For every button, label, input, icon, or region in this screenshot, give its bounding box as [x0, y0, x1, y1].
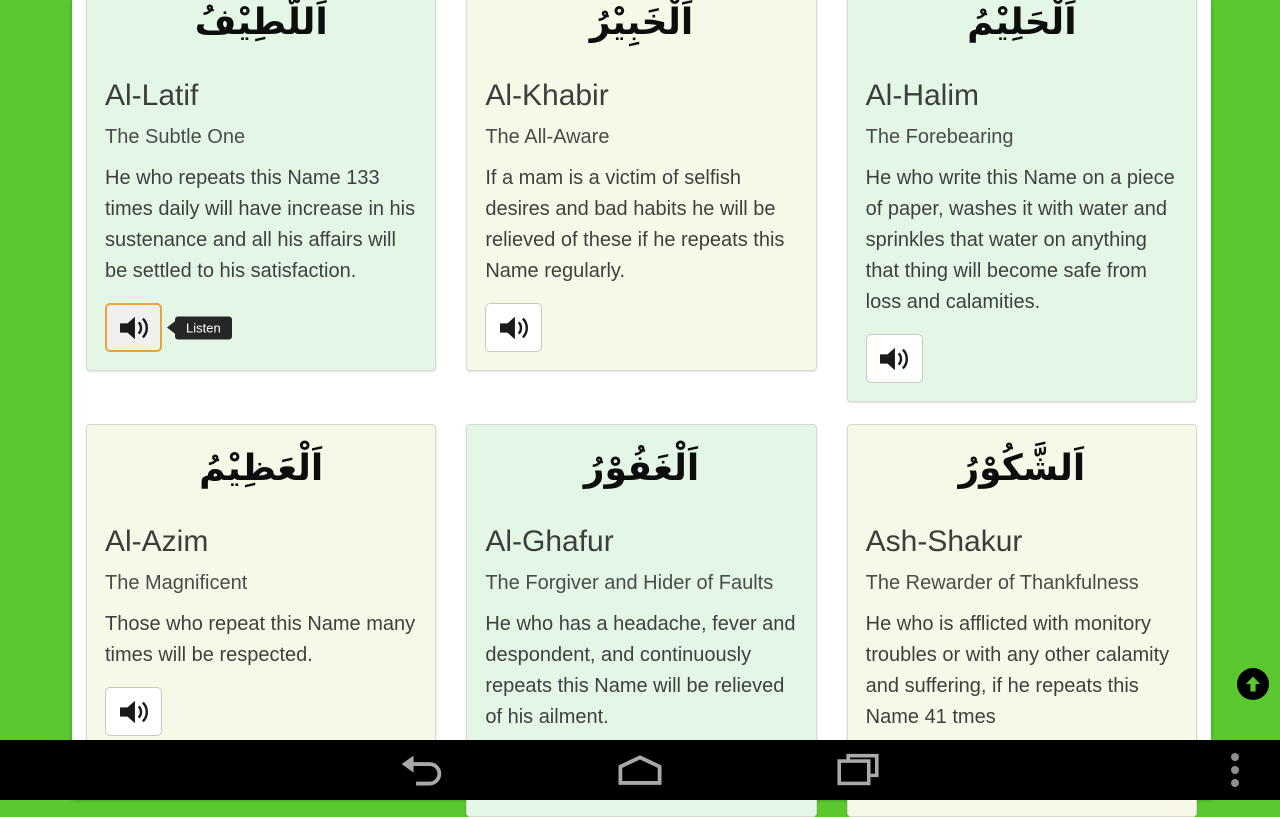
name-title: Al-Ghafur: [485, 525, 614, 558]
arabic-calligraphy: اَلْغَفُوْرُ: [583, 448, 700, 489]
name-title: Al-Azim: [105, 525, 209, 558]
arabic-calligraphy: اَلشَّكُوْرُ: [958, 448, 1086, 489]
name-card-al-azim: [86, 424, 436, 755]
content-panel: [72, 0, 1211, 800]
android-navigation-bar: [0, 740, 1280, 800]
listen-row: [485, 303, 797, 352]
home-button[interactable]: [617, 747, 663, 793]
arabic-calligraphy: اَللَّطِيْفُ: [194, 2, 328, 43]
scroll-to-top-button[interactable]: [1237, 668, 1269, 700]
names-card-grid: [72, 0, 1211, 817]
listen-button[interactable]: [105, 687, 162, 736]
name-card-al-khabir: [466, 0, 816, 371]
name-meaning: The All-Aware: [485, 126, 610, 148]
overflow-menu-icon: [1231, 779, 1239, 787]
name-description: If a mam is a victim of selfish desires and bad habits he will be relieved of these if he repeats this Name regularly.: [485, 167, 785, 282]
listen-button[interactable]: [105, 303, 162, 352]
home-icon: [618, 755, 662, 785]
arrow-up-icon: [1241, 672, 1265, 696]
speaker-icon: [498, 314, 530, 342]
listen-tooltip-label: Listen: [186, 320, 221, 335]
name-meaning: The Magnificent: [105, 572, 248, 594]
name-title: Al-Khabir: [485, 79, 609, 112]
overflow-menu-icon: [1231, 766, 1239, 774]
name-meaning: The Forgiver and Hider of Faults: [485, 572, 774, 594]
overflow-menu-button[interactable]: [1211, 740, 1259, 800]
listen-tooltip: [175, 316, 232, 339]
tooltip-arrow: [167, 321, 176, 335]
name-description: He who has a headache, fever and despondent, and continuously repeats this Name will be relieved of his ailment.: [485, 613, 796, 728]
navbar-center-buttons: [399, 747, 881, 793]
listen-row: [866, 334, 1178, 383]
speaker-icon: [118, 314, 150, 342]
name-title: Ash-Shakur: [865, 525, 1023, 558]
recents-icon: [837, 753, 879, 787]
listen-button[interactable]: [866, 334, 923, 383]
back-icon: [400, 750, 444, 790]
name-meaning: The Forebearing: [865, 126, 1014, 148]
name-title: Al-Halim: [865, 79, 979, 112]
speaker-icon: [878, 345, 910, 373]
name-description: He who write this Name on a piece of paper, washes it with water and sprinkles that water on anything that thing will become safe from loss and calamities.: [865, 167, 1175, 313]
arabic-calligraphy: اَلْحَلِيْمُ: [967, 2, 1077, 43]
arabic-calligraphy: اَلْعَظِيْمُ: [199, 448, 324, 489]
listen-button[interactable]: [485, 303, 542, 352]
name-description: He who is afflicted with monitory troubles or with any other calamity and suffering, if he repeats this Name 41 tmes: [865, 613, 1170, 728]
back-button[interactable]: [399, 747, 445, 793]
name-card-al-halim: [847, 0, 1197, 402]
name-description: Those who repeat this Name many times will be respected.: [105, 613, 416, 666]
overflow-menu-icon: [1231, 753, 1239, 761]
recents-button[interactable]: [835, 747, 881, 793]
speaker-icon: [118, 698, 150, 726]
name-description: He who repeats this Name 133 times daily will have increase in his sustenance and all his affairs will be settled to his satisfaction.: [105, 167, 416, 282]
name-title: Al-Latif: [105, 79, 199, 112]
listen-row: [105, 687, 417, 736]
name-meaning: The Subtle One: [105, 126, 246, 148]
name-meaning: The Rewarder of Thankfulness: [865, 572, 1139, 594]
name-card-al-latif: [86, 0, 436, 371]
listen-row: [105, 303, 417, 352]
arabic-calligraphy: اَلْخَبِيْرُ: [589, 2, 694, 43]
